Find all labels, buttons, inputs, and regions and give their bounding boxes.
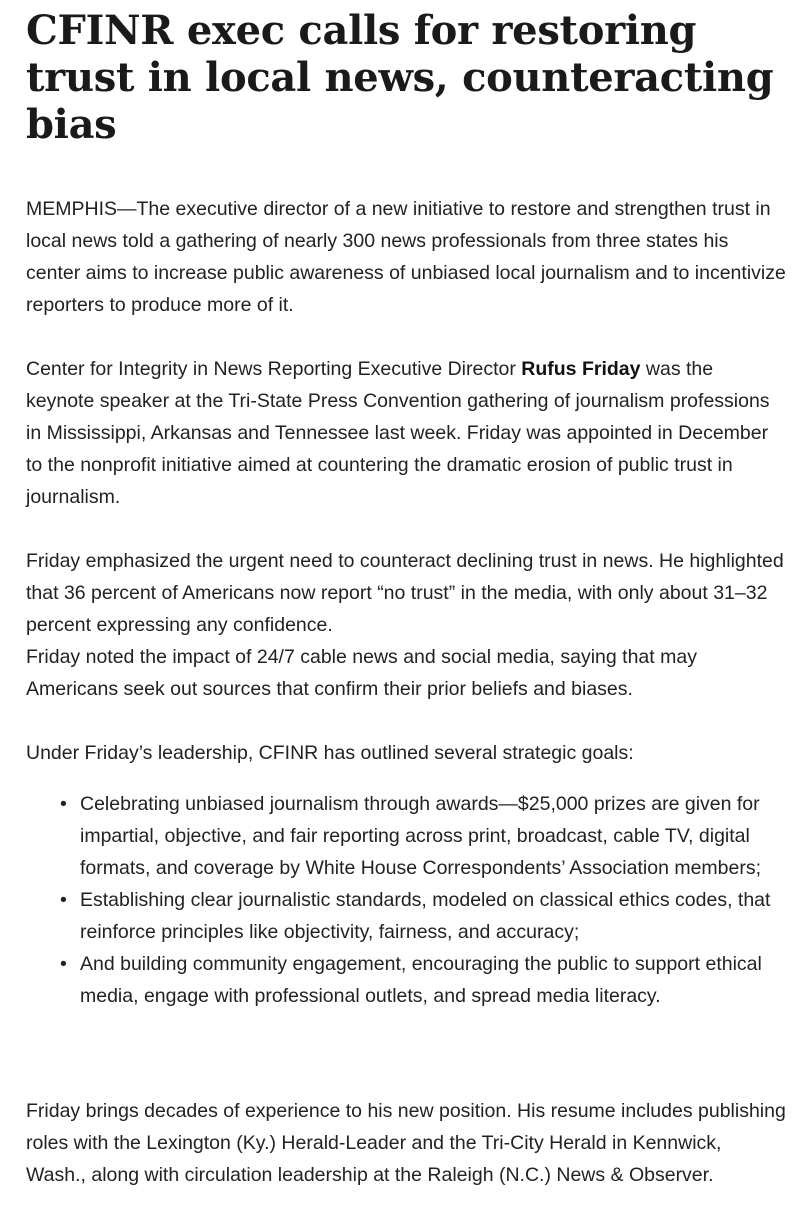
bullet-icon: • (60, 793, 67, 815)
paragraph-cable-news: Friday noted the impact of 24/7 cable news and social media, saying that may Americans seek out sources that confirm their prior beliefs and biases. (26, 646, 697, 700)
goal-text: Establishing clear journalistic standards, modeled on classical ethics codes, that reinforce principles like objectivity, fairness, and accuracy; (80, 889, 771, 943)
goal-text: And building community engagement, encouraging the public to support ethical media, engage with professional outlets, and spread media literacy. (80, 953, 762, 1007)
paragraph-goals-intro: Under Friday’s leadership, CFINR has outlined several strategic goals: (26, 742, 634, 764)
list-item (60, 788, 786, 884)
list-item (60, 948, 786, 1012)
article-headline: CFINR exec calls for restoring trust in local news, counteracting bias (26, 7, 774, 148)
paragraph-keynote-after: was the keynote speaker at the Tri-State Press Convention gathering of journalism professions in Mississippi, Arkansas and Tennessee last week. Friday was appointed in December to the nonprofit initiative aimed at countering the dramatic erosion of public trust in journalism. (26, 358, 770, 508)
paragraph-experience: Friday brings decades of experience to his new position. His resume includes publishing roles with the Lexington (Ky.) Herald-Leader and the Tri-City Herald in Kennwick, Wash., along with circulation leadership at the Raleigh (N.C.) News & Observer. (26, 1100, 786, 1186)
goal-text: Celebrating unbiased journalism through awards—$25,000 prizes are given for impartial, objective, and fair reporting across print, broadcast, cable TV, digital formats, and coverage by White House Correspondents’ Association members; (80, 793, 762, 879)
bullet-icon: • (60, 953, 67, 975)
paragraph-keynote-before: Center for Integrity in News Reporting Executive Director (26, 358, 522, 380)
list-item (60, 884, 786, 948)
bullet-icon: • (60, 889, 67, 911)
paragraph-intro: MEMPHIS—The executive director of a new initiative to restore and strengthen trust in local news told a gathering of nearly 300 news professionals from three states his center aims to increase public awareness of unbiased local journalism and to incentivize reporters to produce more of it. (26, 198, 786, 316)
strategic-goals-list (26, 788, 786, 1012)
paragraph-trust-stats: Friday emphasized the urgent need to counteract declining trust in news. He highlighted that 36 percent of Americans now report “no trust” in the media, with only about 31–32 percent expressing any confidence. (26, 550, 784, 636)
article (26, 0, 786, 1186)
person-name-bold: Rufus Friday (521, 358, 641, 380)
paragraph-keynote (26, 353, 786, 513)
